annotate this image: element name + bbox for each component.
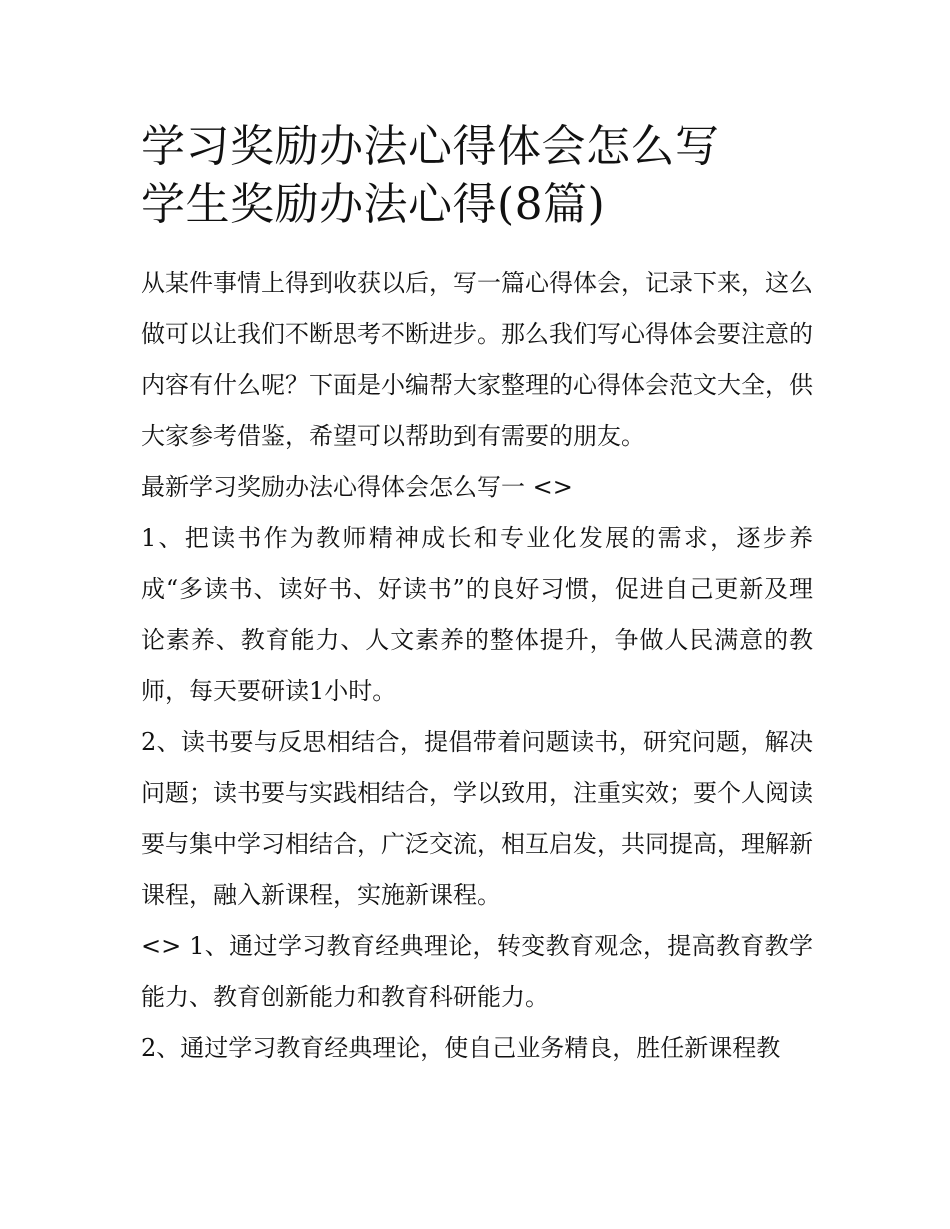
title-line-1: 学习奖励办法心得体会怎么写 [141, 121, 720, 172]
body-paragraph: 2、通过学习教育经典理论，使自己业务精良，胜任新课程教 [141, 1034, 781, 1062]
title-line-2: 学生奖励办法心得(8篇) [141, 179, 606, 230]
intro-paragraph: 从某件事情上得到收获以后，写一篇心得体会，记录下来，这么做可以让我们不断思考不断进步。那么我们写心得体会要注意的内容有什么呢？下面是小编帮大家整理的心得体会范文大全，供大家参考借鉴，希望可以帮助到有需要的朋友。 [141, 269, 813, 450]
section-heading: 最新学习奖励办法心得体会怎么写一 <> [141, 473, 573, 501]
document-body [141, 258, 813, 1074]
document-title [141, 118, 813, 234]
body-paragraph: <> 1、通过学习教育经典理论，转变教育观念，提高教育教学能力、教育创新能力和教育科研能力。 [141, 932, 813, 1011]
body-paragraph: 1、把读书作为教师精神成长和专业化发展的需求，逐步养成“多读书、读好书、好读书”的良好习惯，促进自己更新及理论素养、教育能力、人文素养的整体提升，争做人民满意的教师，每天要研读1小时。 [141, 524, 813, 705]
body-paragraph: 2、读书要与反思相结合，提倡带着问题读书，研究问题，解决问题；读书要与实践相结合，学以致用，注重实效；要个人阅读要与集中学习相结合，广泛交流，相互启发，共同提高，理解新课程，融入新课程，实施新课程。 [141, 728, 813, 909]
document-page [141, 118, 813, 1074]
